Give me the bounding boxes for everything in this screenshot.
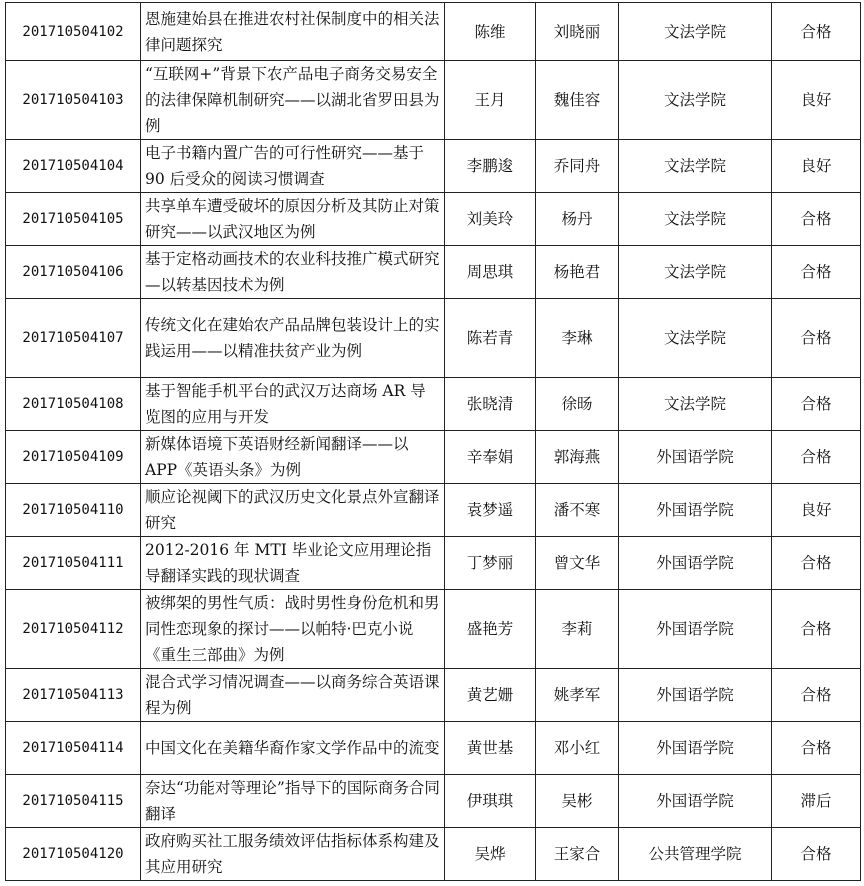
table-row (6, 3, 861, 61)
student-name: 陈若青 (445, 299, 536, 378)
advisor-name: 刘晓丽 (536, 3, 619, 61)
evaluation-result: 合格 (772, 3, 861, 61)
school-name: 文法学院 (619, 61, 772, 140)
project-id: 201710504103 (6, 61, 141, 140)
advisor-name: 李莉 (536, 590, 619, 669)
school-name: 文法学院 (619, 140, 772, 193)
school-name: 文法学院 (619, 246, 772, 299)
project-title: 2012-2016 年 MTI 毕业论文应用理论指导翻译实践的现状调查 (141, 537, 445, 590)
project-id: 201710504105 (6, 193, 141, 246)
school-name: 外国语学院 (619, 775, 772, 828)
table-row (6, 537, 861, 590)
advisor-name: 乔同舟 (536, 140, 619, 193)
advisor-name: 邓小红 (536, 722, 619, 775)
project-id: 201710504104 (6, 140, 141, 193)
project-title: 恩施建始县在推进农村社保制度中的相关法律问题探究 (141, 3, 445, 61)
student-name: 伊琪琪 (445, 775, 536, 828)
school-name: 公共管理学院 (619, 828, 772, 881)
student-name: 黄艺姗 (445, 669, 536, 722)
project-results-table (5, 2, 861, 881)
evaluation-result: 合格 (772, 537, 861, 590)
advisor-name: 杨丹 (536, 193, 619, 246)
project-title: 顺应论视阈下的武汉历史文化景点外宣翻译研究 (141, 484, 445, 537)
evaluation-result: 合格 (772, 669, 861, 722)
advisor-name: 姚孝军 (536, 669, 619, 722)
school-name: 文法学院 (619, 299, 772, 378)
student-name: 黄世基 (445, 722, 536, 775)
project-title: 奈达“功能对等理论”指导下的国际商务合同翻译 (141, 775, 445, 828)
student-name: 王月 (445, 61, 536, 140)
advisor-name: 郭海燕 (536, 431, 619, 484)
student-name: 刘美玲 (445, 193, 536, 246)
evaluation-result: 合格 (772, 590, 861, 669)
school-name: 外国语学院 (619, 484, 772, 537)
project-id: 201710504108 (6, 378, 141, 431)
advisor-name: 潘不寒 (536, 484, 619, 537)
project-id: 201710504120 (6, 828, 141, 881)
project-title: 新媒体语境下英语财经新闻翻译——以 APP《英语头条》为例 (141, 431, 445, 484)
advisor-name: 曾文华 (536, 537, 619, 590)
table-row (6, 828, 861, 881)
student-name: 李鹏逡 (445, 140, 536, 193)
student-name: 吴烨 (445, 828, 536, 881)
project-id: 201710504111 (6, 537, 141, 590)
school-name: 文法学院 (619, 3, 772, 61)
advisor-name: 王家合 (536, 828, 619, 881)
project-title: 传统文化在建始农产品品牌包装设计上的实践运用——以精准扶贫产业为例 (141, 299, 445, 378)
project-id: 201710504113 (6, 669, 141, 722)
project-title: 中国文化在美籍华裔作家文学作品中的流变 (141, 722, 445, 775)
project-id: 201710504114 (6, 722, 141, 775)
table-row (6, 193, 861, 246)
table-row (6, 246, 861, 299)
project-title: “互联网+”背景下农产品电子商务交易安全的法律保障机制研究——以湖北省罗田县为例 (141, 61, 445, 140)
advisor-name: 李琳 (536, 299, 619, 378)
student-name: 张晓清 (445, 378, 536, 431)
table-row (6, 299, 861, 378)
project-id: 201710504102 (6, 3, 141, 61)
school-name: 文法学院 (619, 193, 772, 246)
table-row (6, 140, 861, 193)
table-row (6, 431, 861, 484)
table-row (6, 669, 861, 722)
school-name: 外国语学院 (619, 669, 772, 722)
advisor-name: 魏佳容 (536, 61, 619, 140)
project-title: 基于定格动画技术的农业科技推广模式研究—以转基因技术为例 (141, 246, 445, 299)
project-id: 201710504106 (6, 246, 141, 299)
project-table-body (6, 3, 861, 881)
project-id: 201710504112 (6, 590, 141, 669)
evaluation-result: 滞后 (772, 775, 861, 828)
evaluation-result: 合格 (772, 299, 861, 378)
school-name: 外国语学院 (619, 537, 772, 590)
advisor-name: 吴彬 (536, 775, 619, 828)
project-id: 201710504107 (6, 299, 141, 378)
evaluation-result: 良好 (772, 140, 861, 193)
advisor-name: 徐旸 (536, 378, 619, 431)
student-name: 周思琪 (445, 246, 536, 299)
student-name: 盛艳芳 (445, 590, 536, 669)
table-row (6, 590, 861, 669)
project-title: 基于智能手机平台的武汉万达商场 AR 导览图的应用与开发 (141, 378, 445, 431)
table-row (6, 61, 861, 140)
table-row (6, 484, 861, 537)
student-name: 丁梦丽 (445, 537, 536, 590)
evaluation-result: 良好 (772, 61, 861, 140)
student-name: 辛奉娟 (445, 431, 536, 484)
evaluation-result: 合格 (772, 378, 861, 431)
evaluation-result: 合格 (772, 722, 861, 775)
table-row (6, 378, 861, 431)
project-id: 201710504115 (6, 775, 141, 828)
evaluation-result: 合格 (772, 828, 861, 881)
project-title: 混合式学习情况调查——以商务综合英语课程为例 (141, 669, 445, 722)
school-name: 外国语学院 (619, 431, 772, 484)
school-name: 外国语学院 (619, 590, 772, 669)
table-row (6, 775, 861, 828)
school-name: 外国语学院 (619, 722, 772, 775)
student-name: 袁梦遥 (445, 484, 536, 537)
evaluation-result: 合格 (772, 193, 861, 246)
school-name: 文法学院 (619, 378, 772, 431)
project-title: 电子书籍内置广告的可行性研究——基于 90 后受众的阅读习惯调查 (141, 140, 445, 193)
project-id: 201710504110 (6, 484, 141, 537)
project-title: 被绑架的男性气质：战时男性身份危机和男同性恋现象的探讨——以帕特·巴克小说《重生三部曲》为例 (141, 590, 445, 669)
evaluation-result: 良好 (772, 484, 861, 537)
evaluation-result: 合格 (772, 246, 861, 299)
advisor-name: 杨艳君 (536, 246, 619, 299)
evaluation-result: 合格 (772, 431, 861, 484)
table-row (6, 722, 861, 775)
project-id: 201710504109 (6, 431, 141, 484)
project-title: 共享单车遭受破坏的原因分析及其防止对策研究——以武汉地区为例 (141, 193, 445, 246)
project-title: 政府购买社工服务绩效评估指标体系构建及其应用研究 (141, 828, 445, 881)
student-name: 陈维 (445, 3, 536, 61)
